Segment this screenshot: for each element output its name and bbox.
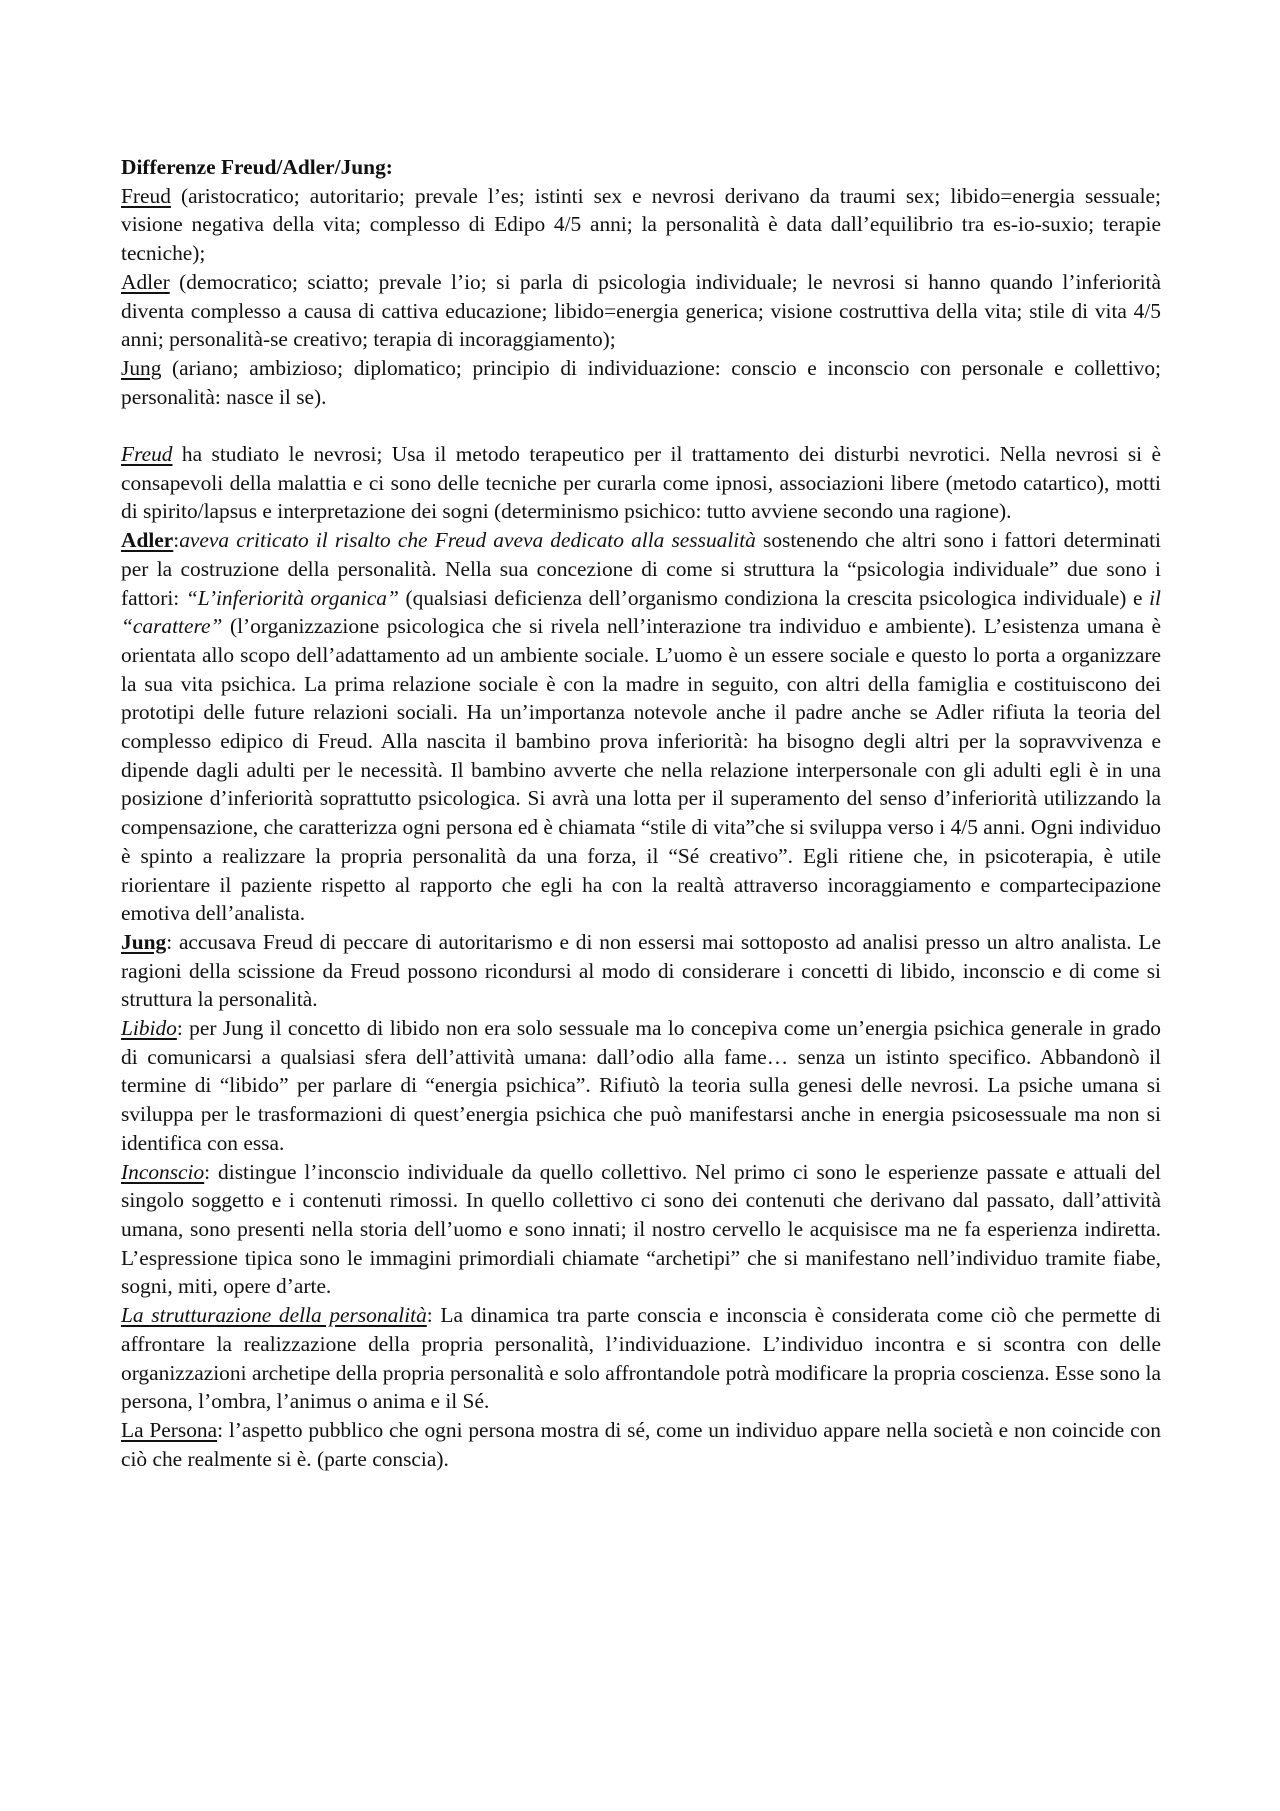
adler-colon: : (173, 528, 180, 553)
jung-paragraph (121, 928, 1161, 1014)
inconscio-heading: Inconscio (121, 1159, 205, 1184)
adler-italic-intro: aveva criticato il risalto che Freud aveva dedicato alla sessualità (179, 528, 756, 553)
comparison-adler-text: (democratico; sciatto; prevale l’io; si parla di psicologia individuale; le nevrosi si hanno quando l’inferiorità diventa complesso a causa di cattiva educazione; libido=energia generica; visione costruttiva della vita; stile di vita 4/5 anni; personalità-se creativo; terapia di incoraggiamento); (121, 269, 1161, 352)
document-page (121, 153, 1161, 1473)
inconscio-text: : distingue l’inconscio individuale da quello collettivo. Nel primo ci sono le esperienze passate e attuali del singolo soggetto e i contenuti rimossi. In quello collettivo ci sono dei contenuti che derivano dal passato, dall’attività umana, sono presenti nella storia dell’uomo e sono innati; il nostro cervello le acquisisce ma ne fa esperienza indiretta. L’espressione tipica sono le immagini primordiali chiamate “archetipi” che si manifestano nell’individuo tramite fiabe, sogni, miti, opere d’arte. (121, 1159, 1161, 1299)
freud-paragraph (121, 440, 1161, 526)
persona-text: : l’aspetto pubblico che ogni persona mostra di sé, come un individuo appare nella società e non coincide con ciò che realmente si è. (parte conscia). (121, 1417, 1162, 1471)
document-title (121, 153, 1161, 182)
paragraph-spacer (121, 411, 1161, 440)
strutturazione-text: : La dinamica tra parte conscia e inconscia è considerata come ciò che permette di affrontare la realizzazione della propria personalità, l’individuazione. L’individuo incontra e si scontra con delle organizzazioni archetipe della propria personalità e solo affrontandole potrà modificare la propria coscienza. Esse sono la persona, l’ombra, l’animus o anima e il Sé. (121, 1303, 1161, 1414)
adler-text-2: (qualsiasi deficienza dell’organismo condiziona la crescita psicologica individuale) e (398, 585, 1150, 610)
libido-text: : per Jung il concetto di libido non era solo sessuale ma lo concepiva come un’energia psichica generale in grado di comunicarsi a qualsiasi sfera dell’attività umana: dall’odio alla fame… senza un istinto specifico. Abbandonò il termine di “libido” per parlare di “energia psichica”. Rifiutò la teoria sulla genesi delle nevrosi. La psiche umana si sviluppa per le trasformazioni di quest’energia psichica che può manifestarsi anche in energia psicosessuale ma non si identifica con essa. (121, 1016, 1161, 1155)
adler-factor-carattere: il “carattere” (121, 585, 1161, 639)
libido-heading: Libido (121, 1016, 177, 1041)
libido-paragraph (121, 1014, 1161, 1158)
adler-text-3: (l’organizzazione psicologica che si rivela nell’interazione tra individuo e ambiente). L’esistenza umana è orientata allo scopo dell’adattamento ad un ambiente sociale. L’uomo è un essere sociale e questo lo porta a organizzare la sua vita psichica. La prima relazione sociale è con la madre in seguito, con altri della famiglia e costituiscono dei prototipi delle future relazioni sociali. Ha un’importanza notevole anche il padre anche se Adler rifiuta la teoria del complesso edipico di Freud. Alla nascita il bambino prova inferiorità: ha bisogno degli altri per la sopravvivenza e dipende dagli adulti per le necessità. Il bambino avverte che nella relazione interpersonale con gli adulti egli è in una posizione d’inferiorità soprattutto psicologica. Si avrà una lotta per il superamento del senso d’inferiorità utilizzando la compensazione, che caratterizza ogni persona ed è chiamata “stile di vita”che si sviluppa verso i 4/5 anni. Ogni individuo è spinto a realizzare la propria personalità da una forza, il “Sé creativo”. Egli ritiene che, in psicoterapia, è utile riorientare il paziente rispetto al rapporto che egli ha con la realtà attraverso incoraggiamento e compartecipazione emotiva dell’analista. (121, 614, 1161, 926)
comparison-jung (121, 354, 1161, 411)
jung-heading: Jung (121, 929, 167, 954)
comparison-jung-text: (ariano; ambizioso; diplomatico; principio di individuazione: conscio e inconscio con personale e collettivo; personalità: nasce il se). (121, 355, 1161, 409)
persona-paragraph (121, 1416, 1161, 1473)
comparison-freud-text: (aristocratico; autoritario; prevale l’es; istinti sex e nevrosi derivano da traumi sex; libido=energia sessuale; visione negativa della vita; complesso di Edipo 4/5 anni; la personalità è data dall’equilibrio tra es-io-suxio; terapie tecniche); (121, 183, 1161, 266)
adler-heading: Adler (121, 528, 174, 553)
comparison-adler-name: Adler (121, 269, 170, 294)
adler-paragraph (121, 526, 1161, 928)
persona-heading: La Persona (121, 1417, 218, 1442)
jung-text: : accusava Freud di peccare di autoritarismo e di non essersi mai sottoposto ad analisi presso un altro analista. Le ragioni della scissione da Freud possono ricondursi al modo di considerare i concetti di libido, inconscio e di come si struttura la personalità. (121, 929, 1161, 1012)
comparison-freud-name: Freud (121, 183, 171, 208)
comparison-jung-name: Jung (121, 355, 162, 380)
comparison-adler (121, 268, 1161, 354)
title-text: Differenze Freud/Adler/Jung: (121, 155, 393, 179)
strutturazione-paragraph (121, 1301, 1161, 1416)
adler-text-1: sostenendo che altri sono i fattori determinati per la costruzione della personalità. Nella sua concezione di come si struttura la “psicologia individuale” due sono i fattori: (121, 528, 1161, 610)
freud-heading: Freud (121, 442, 173, 467)
strutturazione-heading: La strutturazione della personalità (121, 1303, 427, 1328)
inconscio-paragraph (121, 1158, 1161, 1302)
adler-factor-inferiorita: “L’inferiorità organica” (185, 585, 399, 610)
comparison-freud (121, 182, 1161, 268)
freud-text: ha studiato le nevrosi; Usa il metodo terapeutico per il trattamento dei disturbi nevrotici. Nella nevrosi si è consapevoli della malattia e ci sono delle tecniche per curarla come ipnosi, associazioni libere (metodo catartico), motti di spirito/lapsus e interpretazione dei sogni (determinismo psichico: tutto avviene secondo una ragione). (121, 442, 1161, 524)
